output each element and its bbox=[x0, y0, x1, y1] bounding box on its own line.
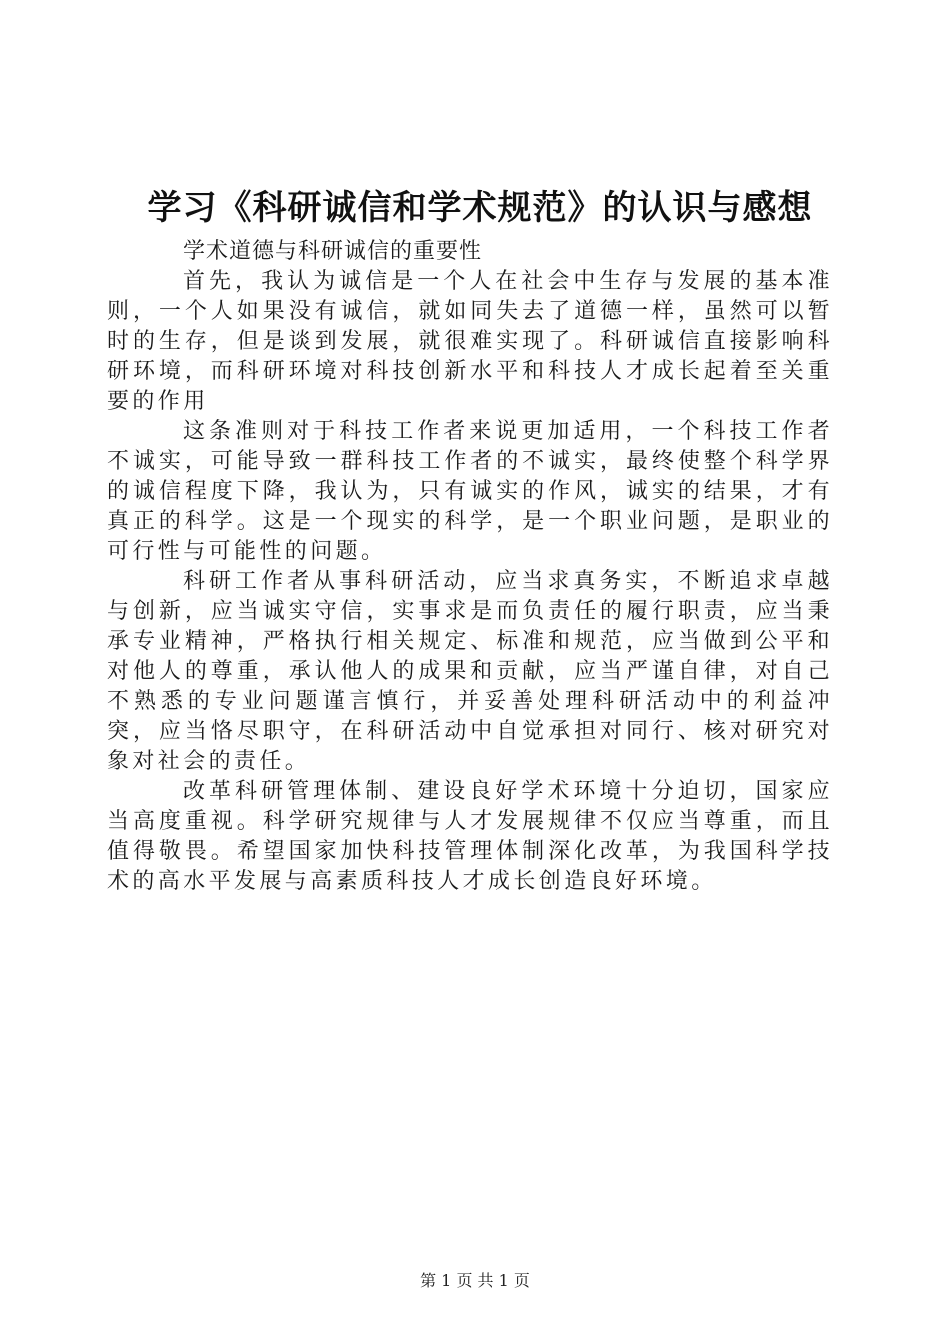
paragraph-4: 改革科研管理体制、建设良好学术环境十分迫切，国家应当高度重视。科学研究规律与人才发展规律不仅应当尊重，而且值得敬畏。希望国家加快科技管理体制深化改革，为我国科学技术的高水平发展与高素质科技人才成长创造良好环境。 bbox=[107, 779, 833, 894]
page-footer: 第 1 页 共 1 页 bbox=[420, 1271, 530, 1290]
section-subheading: 学术道德与科研诚信的重要性 bbox=[183, 239, 483, 264]
paragraph-2: 这条准则对于科技工作者来说更加适用，一个科技工作者不诚实，可能导致一群科技工作者的不诚实，最终使整个科学界的诚信程度下降，我认为，只有诚实的作风，诚实的结果，才有真正的科学。这是一个现实的科学，是一个职业问题，是职业的可行性与可能性的问题。 bbox=[107, 419, 833, 564]
document-body bbox=[107, 237, 833, 897]
paragraph-1: 首先，我认为诚信是一个人在社会中生存与发展的基本准则，一个人如果没有诚信，就如同失去了道德一样，虽然可以暂时的生存，但是谈到发展，就很难实现了。科研诚信直接影响科研环境，而科研环境对科技创新水平和科技人才成长起着至关重要的作用 bbox=[107, 269, 833, 414]
paragraph-3: 科研工作者从事科研活动，应当求真务实，不断追求卓越与创新，应当诚实守信，实事求是而负责任的履行职责，应当秉承专业精神，严格执行相关规定、标准和规范，应当做到公平和对他人的尊重，承认他人的成果和贡献，应当严谨自律，对自己不熟悉的专业问题谨言慎行，并妥善处理科研活动中的利益冲突，应当恪尽职守，在科研活动中自觉承担对同行、核对研究对象对社会的责任。 bbox=[107, 569, 833, 774]
document-title: 学习《科研诚信和学术规范》的认识与感想 bbox=[147, 188, 813, 228]
